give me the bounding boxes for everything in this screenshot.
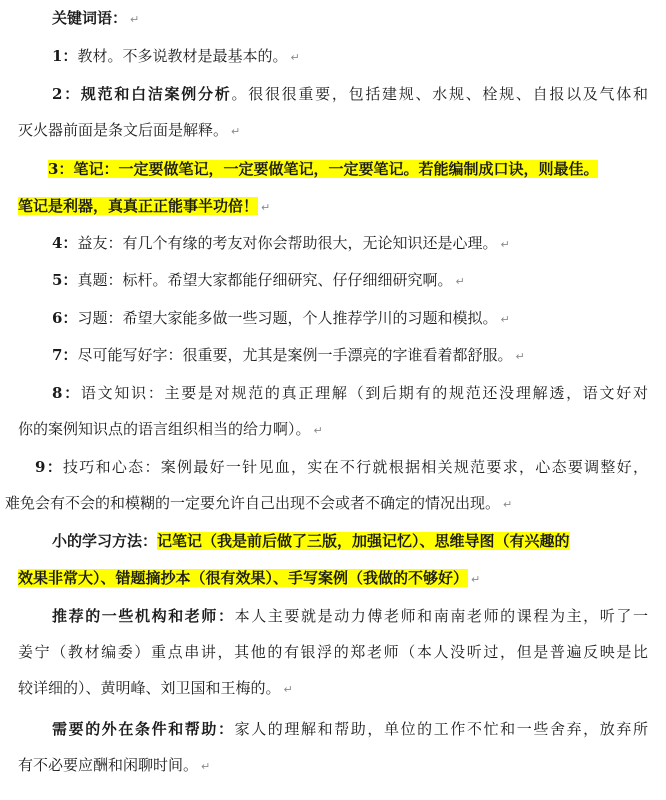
item-text: 语文知识：主要是对规范的真正理解（到后期有的规范还没理解透，语文好对 [80, 384, 648, 402]
item-text: 。很很很重要，包括建规、水规、栓规、自报以及气体和 [231, 85, 648, 103]
paragraph-mark: ↵ [261, 201, 271, 214]
conditions-line-2 [0, 750, 666, 780]
section-text: 较详细的）、黄明峰、刘卫国和王梅的。 [18, 679, 281, 697]
paragraph-mark: ↵ [471, 573, 481, 586]
item-number: 8： [52, 384, 81, 402]
section-label: 小的学习方法： [52, 532, 158, 550]
item-9-line-1 [0, 452, 666, 482]
section-text: 姜宁（教材编委）重点串讲，其他的有银浮的郑老师（本人没听过，但是普遍反映是比 [18, 643, 648, 661]
paragraph-mark: ↵ [313, 424, 323, 437]
paragraph-mark: ↵ [455, 275, 465, 288]
item-number: 5： [52, 271, 78, 289]
item-text: 益友：有几个有缘的考友对你会帮助很大，无论知识还是心理。 [77, 234, 498, 252]
item-2-line-2 [0, 115, 666, 145]
section-text: 家人的理解和帮助，单位的工作不忙和一些舍弃，放弃所 [234, 720, 648, 738]
highlighted-text: 记笔记（我是前后做了三版，加强记忆）、思维导图（有兴趣的 [157, 532, 570, 550]
item-text: 技巧和心态：案例最好一针见血，实在不行就根据相关规范要求，心态要调整好， [63, 458, 648, 476]
item-number: 9： [35, 458, 64, 476]
paragraph-mark: ↵ [500, 238, 510, 251]
item-text: 难免会有不会的和模糊的一定要允许自己出现不会或者不确定的情况出现。 [5, 494, 501, 512]
item-3-line-2 [0, 191, 666, 221]
section-text: 本人主要就是动力傅老师和南南老师的课程为主，听了一 [234, 607, 648, 625]
item-8-line-1 [0, 378, 666, 408]
study-methods-line-1 [0, 526, 666, 556]
heading-text: 关键词语： [52, 9, 128, 27]
conditions-line-1 [0, 714, 666, 744]
item-3-line-1 [0, 154, 666, 184]
item-text: 灭火器前面是条文后面是解释。 [18, 121, 229, 139]
item-text: 习题：希望大家能多做一些习题，个人推荐学川的习题和模拟。 [77, 309, 498, 327]
item-7 [0, 340, 666, 370]
recommend-line-3 [0, 673, 666, 703]
item-number: 7： [52, 346, 78, 364]
item-text: 笔记：一定要做笔记，一定要做笔记，一定要笔记。若能编制成口诀，则最佳。 [73, 160, 599, 178]
paragraph-mark: ↵ [290, 51, 300, 64]
study-methods-line-2 [0, 563, 666, 593]
item-text: 教材。不多说教材是最基本的。 [77, 47, 288, 65]
paragraph-mark: ↵ [503, 498, 513, 511]
item-text: 尽可能写好字：很重要，尤其是案例一手漂亮的字谁看着都舒服。 [77, 346, 513, 364]
highlighted-text: 笔记是利器，真真正正能事半功倍！ [18, 197, 259, 215]
item-title: 规范和白洁案例分析 [80, 85, 232, 103]
item-number: 6： [52, 309, 78, 327]
section-label: 需要的外在条件和帮助： [52, 720, 235, 738]
item-number: 4： [52, 234, 78, 252]
highlighted-text [48, 160, 598, 178]
item-2-line-1 [0, 79, 666, 109]
section-text: 有不必要应酬和闲聊时间。 [18, 756, 199, 774]
item-text: 真题：标杆。希望大家都能仔细研究、仔仔细细研究啊。 [77, 271, 453, 289]
highlighted-text: 效果非常大）、错题摘抄本（很有效果）、手写案例（我做的不够好） [18, 569, 469, 587]
item-1 [0, 41, 666, 71]
item-4 [0, 228, 666, 258]
item-9-line-2 [0, 488, 666, 518]
paragraph-mark: ↵ [201, 760, 211, 773]
item-6 [0, 303, 666, 333]
item-text: 你的案例知识点的语言组织相当的给力啊）。 [18, 420, 311, 438]
item-8-line-2 [0, 414, 666, 444]
paragraph-mark: ↵ [130, 13, 140, 26]
paragraph-mark: ↵ [283, 683, 293, 696]
item-number: 1： [52, 47, 78, 65]
section-label: 推荐的一些机构和老师： [52, 607, 235, 625]
recommend-line-2 [0, 637, 666, 667]
keywords-heading [0, 3, 666, 33]
paragraph-mark: ↵ [231, 125, 241, 138]
item-number: 3： [48, 160, 74, 178]
paragraph-mark: ↵ [500, 313, 510, 326]
paragraph-mark: ↵ [515, 350, 525, 363]
item-5 [0, 265, 666, 295]
item-number: 2： [52, 85, 81, 103]
recommend-line-1 [0, 601, 666, 631]
